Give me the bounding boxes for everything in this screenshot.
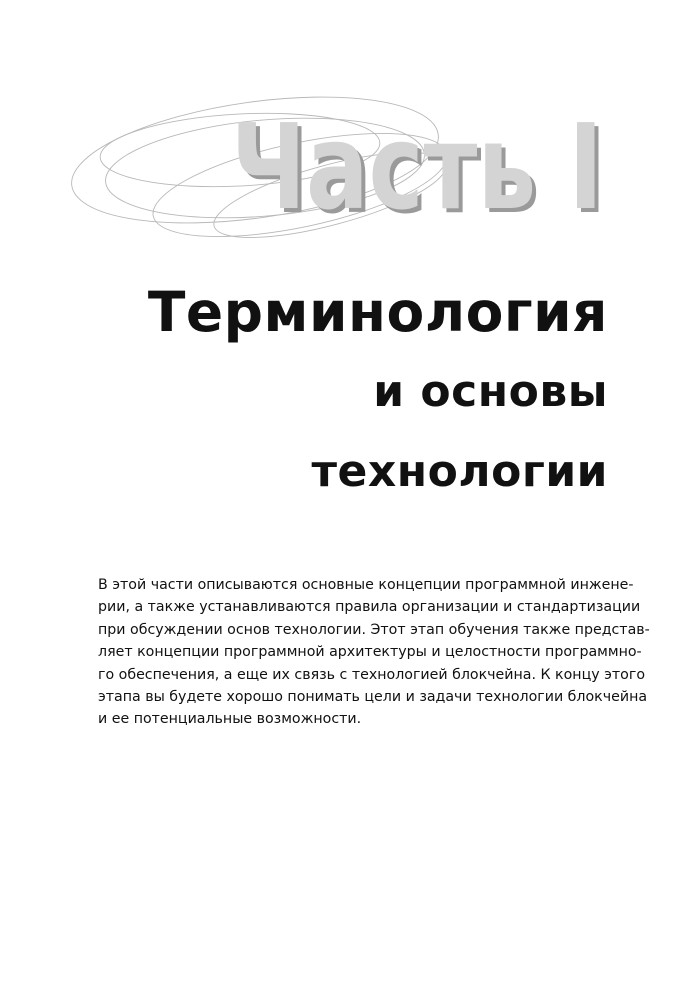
intro-line-2: рии, а также устанавливаются правила организации и стандартизации [98, 599, 641, 616]
intro-line-6: этапа вы будете хорошо понимать цели и задачи технологии блокчейна [98, 689, 648, 706]
chapter-title-line-1: Терминология [147, 280, 608, 344]
part-title-shadow: Часть I [235, 102, 607, 230]
part-title-text: Часть I [231, 100, 603, 230]
intro-paragraph [98, 574, 650, 731]
chapter-title-line-3: технологии [311, 446, 608, 497]
chapter-title-line-2: и основы [373, 366, 608, 417]
intro-line-5: го обеспечения, а еще их связь с технологией блокчейна. К концу этого [98, 666, 646, 683]
intro-line-1: В этой части описываются основные концепции программной инжене- [98, 577, 634, 593]
intro-line-7: и ее потенциальные возможности. [98, 711, 362, 728]
intro-line-3: при обсуждении основ технологии. Этот этап обучения также представ- [98, 621, 650, 638]
intro-line-4: ляет концепции программной архитектуры и целостности программно- [98, 644, 642, 661]
chapter-title [88, 272, 608, 512]
part-title [160, 100, 610, 230]
